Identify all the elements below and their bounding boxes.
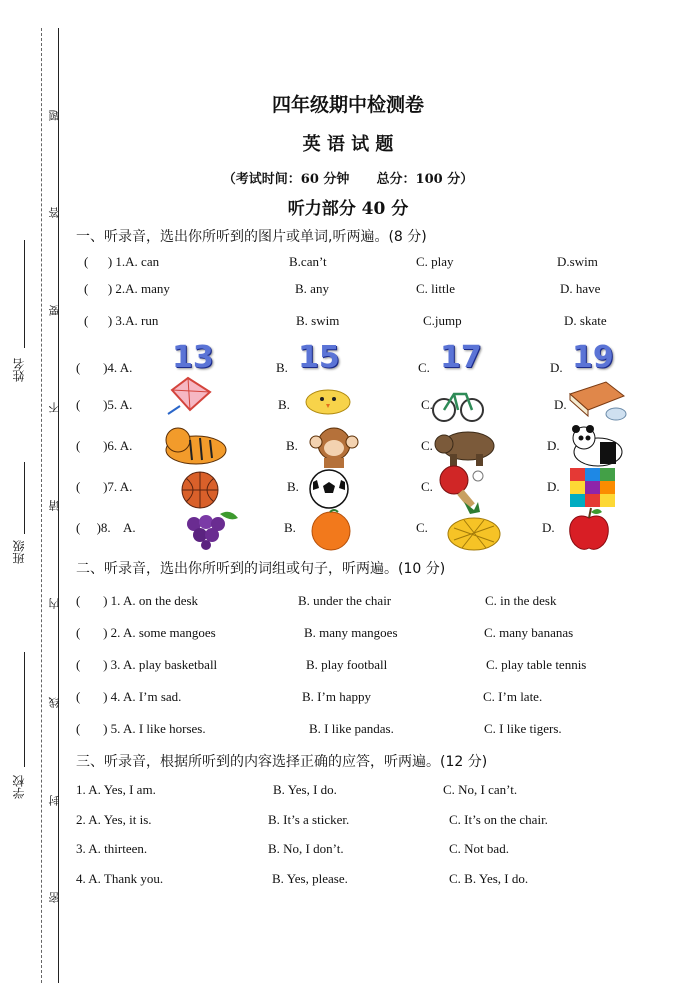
seal-char: 不 <box>48 402 61 413</box>
apple-icon <box>566 506 612 552</box>
class-blank[interactable] <box>24 462 25 534</box>
name-blank[interactable] <box>24 240 25 348</box>
s3-q1-b: B. Yes, I do. <box>273 782 337 797</box>
puzzle-icon <box>568 466 618 510</box>
panda-icon <box>566 424 626 468</box>
exam-subject: 英 语 试 题 <box>302 134 394 155</box>
q7-d: D. <box>547 479 560 494</box>
q8-b: B. <box>284 520 296 535</box>
section3-instruction: 三、听录音，根据所听到的内容选择正确的应答，听两遍。(12 分) <box>76 754 488 770</box>
q1-option-a: ( ) 1.A. can <box>84 254 160 269</box>
q6-label: ( )6. A. <box>76 438 133 453</box>
exam-title: 四年级期中检测卷 <box>271 94 424 116</box>
seal-char: 密 <box>48 892 61 903</box>
s3-q3-a: 3. A. thirteen. <box>76 841 148 856</box>
q8-label: ( )8. A. <box>76 520 136 535</box>
s3-q4-a: 4. A. Thank you. <box>76 871 164 886</box>
number-17: 17 <box>440 340 482 375</box>
s2-q4-a: ( ) 4. A. I’m sad. <box>76 689 182 704</box>
q3-option-c: C.jump <box>423 313 462 328</box>
grapes-icon <box>180 508 242 550</box>
s2-q4-b: B. I’m happy <box>302 689 371 704</box>
q2-option-d: D. have <box>560 281 601 296</box>
s3-q3-c: C. Not bad. <box>449 841 509 856</box>
q6-c: C. <box>421 438 433 453</box>
s2-q5-b: B. I like pandas. <box>309 721 394 736</box>
q5-d: D. <box>554 397 567 412</box>
q2-option-b: B. any <box>295 281 329 296</box>
number-15: 15 <box>298 340 340 375</box>
seal-char: 要 <box>48 305 61 316</box>
s2-q2-c: C. many bananas <box>484 625 574 640</box>
s2-q4-c: C. I’m late. <box>483 689 543 704</box>
seal-char: 答 <box>48 207 61 218</box>
q8-c: C. <box>416 520 428 535</box>
q5-c: C. <box>421 397 433 412</box>
q6-b: B. <box>286 438 298 453</box>
s2-q2-b: B. many mangoes <box>304 625 398 640</box>
q2-option-a: ( ) 2.A. many <box>84 281 170 296</box>
q4-c: C. <box>418 360 430 375</box>
q1-option-c: C. play <box>416 254 454 269</box>
q8-d: D. <box>542 520 555 535</box>
book-icon <box>566 378 630 424</box>
s2-q1-c: C. in the desk <box>485 593 557 608</box>
s3-q2-a: 2. A. Yes, it is. <box>76 812 152 827</box>
q6-d: D. <box>547 438 560 453</box>
seal-char: 内 <box>48 598 61 609</box>
q4-label: ( )4. A. <box>76 360 133 375</box>
q5-label: ( )5. A. <box>76 397 133 412</box>
seal-char: 线 <box>48 697 61 708</box>
exam-info: （考试时间：60 分钟 总分：100 分） <box>222 172 474 187</box>
basketball-icon <box>176 470 224 510</box>
q3-option-d: D. skate <box>564 313 607 328</box>
football-icon <box>305 468 353 510</box>
s2-q5-a: ( ) 5. A. I like horses. <box>76 721 206 736</box>
orange-icon <box>308 506 354 552</box>
s3-q4-b: B. Yes, please. <box>272 871 348 886</box>
q1-option-b: B.can’t <box>289 254 327 269</box>
chick-icon <box>300 382 356 416</box>
class-label: 班级 <box>12 540 26 564</box>
monkey-icon <box>302 424 366 470</box>
q7-c: C. <box>421 479 433 494</box>
q7-label: ( )7. A. <box>76 479 133 494</box>
q2-option-c: C. little <box>416 281 455 296</box>
q3-option-a: ( ) 3.A. run <box>84 313 159 328</box>
seal-char: 封 <box>48 795 61 806</box>
bicycle-icon <box>432 382 484 424</box>
s2-q5-c: C. I like tigers. <box>484 721 562 736</box>
number-13: 13 <box>172 340 214 375</box>
s3-q3-b: B. No, I don’t. <box>268 841 344 856</box>
q3-option-b: B. swim <box>296 313 340 328</box>
s2-q3-a: ( ) 3. A. play basketball <box>76 657 218 672</box>
school-blank[interactable] <box>24 652 25 767</box>
bear-icon <box>432 424 498 468</box>
seal-char: 请 <box>48 500 61 511</box>
s2-q3-c: C. play table tennis <box>486 657 587 672</box>
q7-b: B. <box>287 479 299 494</box>
tiger-icon <box>160 424 232 468</box>
s3-q2-c: C. It’s on the chair. <box>449 812 548 827</box>
kite-icon <box>160 376 214 416</box>
s3-q1-a: 1. A. Yes, I am. <box>76 782 156 797</box>
school-label: 学校 <box>12 775 26 799</box>
section1-instruction: 一、听录音，选出你所听到的图片或单词,听两遍。(8 分) <box>76 229 427 245</box>
s2-q3-b: B. play football <box>306 657 388 672</box>
q1-option-d: D.swim <box>557 254 598 269</box>
seal-char: 题 <box>48 110 61 121</box>
q4-d: D. <box>550 360 563 375</box>
s2-q1-b: B. under the chair <box>298 593 392 608</box>
s2-q2-a: ( ) 2. A. some mangoes <box>76 625 216 640</box>
number-19: 19 <box>572 340 614 375</box>
section2-instruction: 二、听录音，选出你所听到的词组或句子，听两遍。(10 分) <box>76 561 446 577</box>
s3-q2-b: B. It’s a sticker. <box>268 812 350 827</box>
s3-q4-c: C. B. Yes, I do. <box>449 871 529 886</box>
s2-q1-a: ( ) 1. A. on the desk <box>76 593 199 608</box>
s3-q1-c: C. No, I can’t. <box>443 782 518 797</box>
pineapple-icon <box>444 502 506 552</box>
name-label: 姓名 <box>12 358 26 382</box>
part-heading: 听力部分 40 分 <box>287 199 409 219</box>
q4-b: B. <box>276 360 288 375</box>
q5-b: B. <box>278 397 290 412</box>
